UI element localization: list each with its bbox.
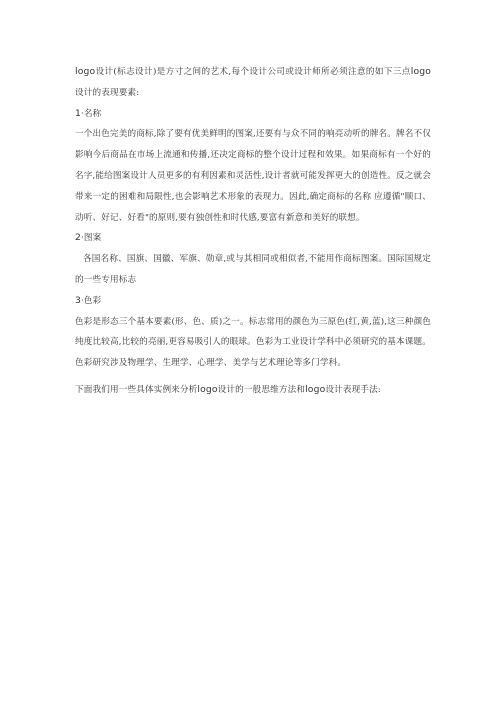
intro-latin-lead: logo <box>75 66 96 77</box>
intro-latin-mid: logo <box>410 66 431 77</box>
document-body <box>75 62 431 401</box>
section-3-body: 色彩是形态三个基本要素(形、色、质)之一。标志常用的颜色为三原色(红,黄,蓝),这三种颜色纯度比较高,比较的亮丽,更容易吸引人的眼球。色彩为工业设计学科中必须研究的基本课题。色彩研究涉及物理学、生理学、心理学、美学与艺术理论等多门学科。 <box>75 316 431 369</box>
section-3-heading <box>75 291 431 312</box>
section-1-title: ·名称 <box>81 108 102 119</box>
closing-text-2: 设计的一般思维方法和 <box>217 384 306 395</box>
section-3-title: ·色彩 <box>81 295 102 306</box>
section-2-title: ·图案 <box>81 233 102 244</box>
intro-text-1: 设计(标志设计)是方寸之间的艺术,每个设计公司或设计师所必须注意的如下三点 <box>95 67 411 77</box>
intro-paragraph <box>75 62 431 104</box>
closing-text-3: 设计表现手法: <box>325 384 381 395</box>
section-1-number: 1 <box>75 107 81 119</box>
closing-text-1: 下面我们用一些具体实例来分析 <box>75 384 198 395</box>
section-2-number: 2 <box>75 232 81 244</box>
section-3-number: 3 <box>75 294 81 306</box>
section-1-body: 一个出色完美的商标,除了要有优美鲜明的图案,还要有与众不同的响亮动听的牌名。牌名不仅影响今后商品在市场上流通和传播,还决定商标的整个设计过程和效果。如果商标有一个好的名字,能给图案设计人员更多的有利因素和灵活性,设计者就可能发挥更大的创造性。反之就会带来一定的困难和局限性,也会影响艺术形象的表现力。因此,确定商标的名称 应遵循"顺口、动听、好记、好看"的原则,要有独创性和时代感,要富有新意和美好的联想。 <box>75 129 431 223</box>
section-2-heading <box>75 228 431 249</box>
intro-text-2: 设计的表现要素: <box>75 87 140 98</box>
section-2-body: 各国名称、国旗、国徽、军旗、勋章,或与其相同或相似者,不能用作商标图案。国际国规定的一些专用标志 <box>75 254 431 285</box>
section-1-heading <box>75 104 431 125</box>
closing-latin-1: logo <box>197 383 218 395</box>
closing-paragraph <box>75 380 431 401</box>
closing-latin-2: logo <box>305 383 326 395</box>
